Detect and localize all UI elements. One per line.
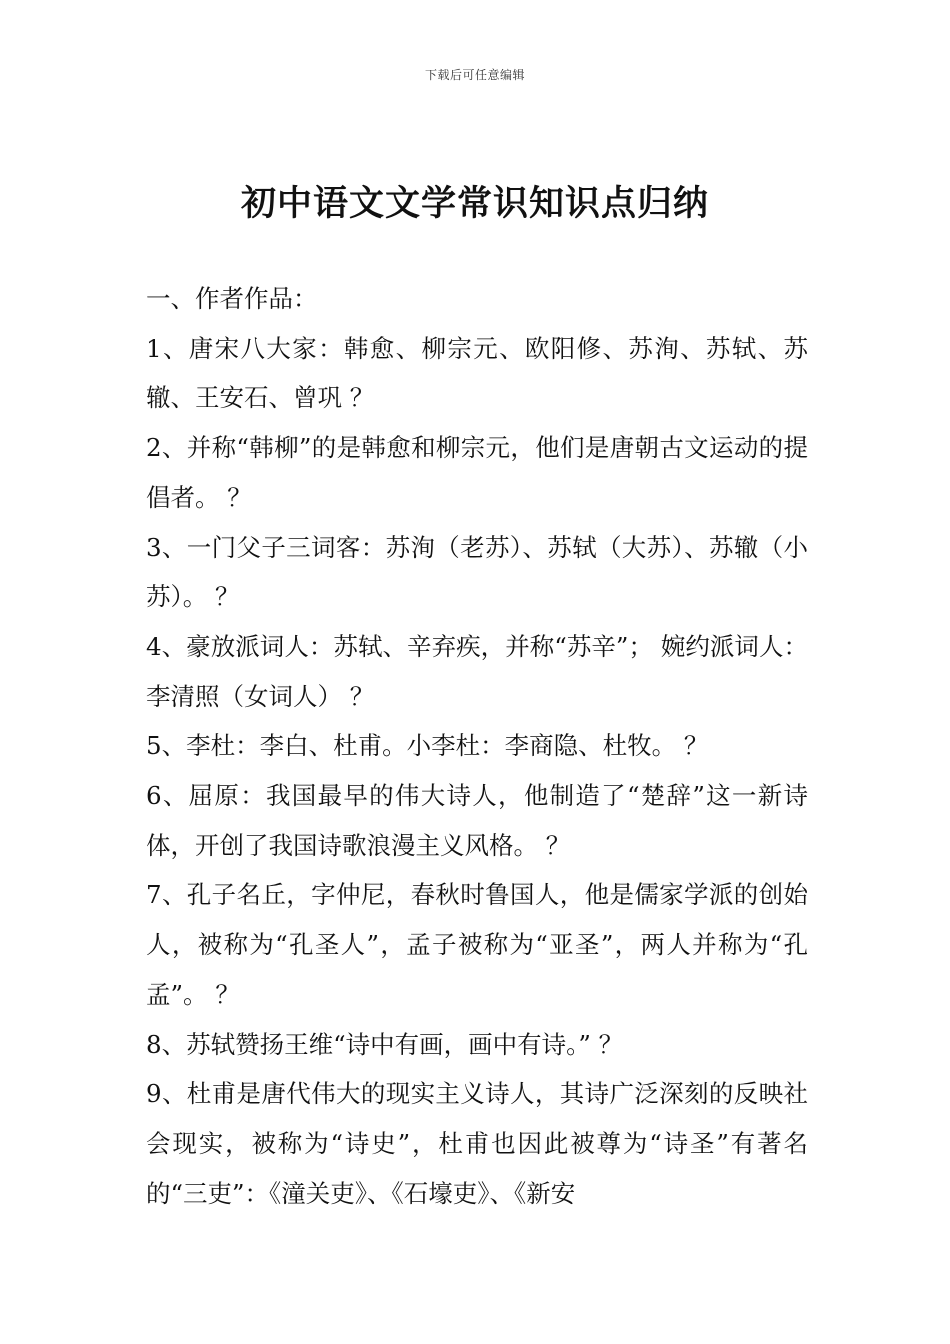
list-item: 4、豪放派词人：苏轼、辛弃疾，并称“苏辛”； 婉约派词人：李清照（女词人） ？ (146, 631, 808, 711)
header-note: 下载后可任意编辑 (424, 68, 525, 82)
list-item: 7、孔子名丘，字仲尼，春秋时鲁国人，他是儒家学派的创始人，被称为“孔圣人”，孟子被称为“亚圣”，两人并称为“孔孟”。 ？ (146, 880, 808, 1009)
list-item: 3、一门父子三词客：苏洵（老苏）、苏轼（大苏）、苏辙（小苏）。 ？ (146, 532, 808, 612)
section-heading: 一、作者作品： (146, 284, 318, 313)
list-item: 1、唐宋八大家：韩愈、柳宗元、欧阳修、苏洵、苏轼、苏辙、王安石、曾巩 ？ (146, 333, 808, 413)
document-title: 初中语文文学常识知识点归纳 (240, 184, 709, 224)
document-body (146, 274, 808, 1218)
list-item: 8、苏轼赞扬王维“诗中有画，画中有诗。” ？ (146, 1029, 624, 1059)
list-item: 6、屈原：我国最早的伟大诗人，他制造了“楚辞”这一新诗体，开创了我国诗歌浪漫主义风格。 ？ (146, 781, 808, 860)
list-item: 5、李杜：李白、杜甫。小李杜：李商隐、杜牧。 ？ (146, 731, 709, 761)
list-item: 9、杜甫是唐代伟大的现实主义诗人，其诗广泛深刻的反映社会现实，被称为“诗史”，杜甫也因此被尊为“诗圣”有著名的“三吏”：《潼关吏》、《石壕吏》、《新安 (146, 1079, 808, 1208)
list-item: 2、并称“韩柳”的是韩愈和柳宗元，他们是唐朝古文运动的提倡者。 ？ (146, 433, 808, 512)
